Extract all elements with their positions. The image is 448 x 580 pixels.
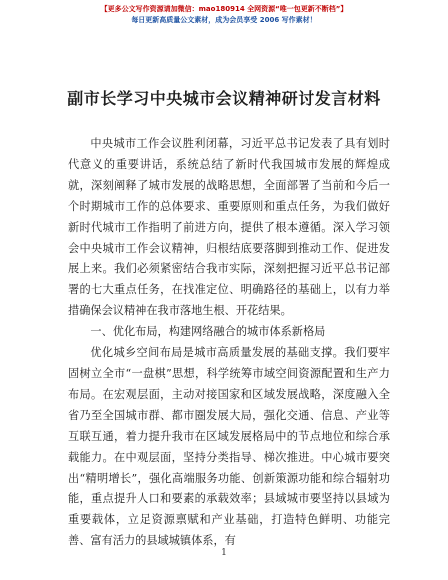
paragraph-intro: 中央城市工作会议胜利闭幕，习近平总书记发表了具有划时代意义的重要讲话，系统总结了新时代我国城市发展的辉煌成就，深刻阐释了城市发展的战略思想，全面部署了当前和今后一个时期城市工作的总体要求、重要原则和重点任务，为我们做好新时代城市工作指明了前进方向，提供了根本遵循。深入学习领会中央城市工作会议精神，归根结底要落脚到推动工作、促进发展上来。我们必须紧密结合我市实际，深刻把握习近平总书记部署的七大重点任务，在找准定位、明确路径的基础上，以有力举措确保会议精神在我市落地生根、开花结果。	[68, 137, 390, 318]
section-heading-1: 一、优化布局，构建网络融合的城市体系新格局	[90, 325, 326, 339]
document-body	[68, 134, 390, 552]
page-number: 1	[221, 548, 227, 558]
promo-line-wechat: 【更多公文写作资源请加微信：mao180914 全网资源“唯一包更新不断档”】	[100, 5, 348, 13]
paragraph-section-1: 优化城乡空间布局是城市高质量发展的基础支撑。我们要牢固树立全市“一盘棋”思想，科学统筹市域空间资源配置和生产力布局。在宏观层面，主动对接国家和区域发展战略，深度融入全省乃至全国城市群、都市圈发展大局，强化交通、信息、产业等互联互通，着力提升我市在区域发展格局中的节点地位和综合承载能力。在中观层面，坚持分类指导、梯次推进。中心城市要突出“精明增长”，强化高端服务功能、创新策源功能和综合辐射功能，重点提升人口和要素的承载效率；县域城市要坚持以县域为重要载体，立足资源禀赋和产业基础，打造特色鲜明、功能完善、富有活力的县域城镇体系，有	[68, 346, 390, 548]
promo-line-membership: 每日更新高质量公文素材，成为会员享受 2006 写作素材！	[131, 16, 317, 24]
promo-banner	[0, 4, 448, 26]
document-title: 副市长学习中央城市会议精神研讨发言材料	[67, 89, 381, 108]
